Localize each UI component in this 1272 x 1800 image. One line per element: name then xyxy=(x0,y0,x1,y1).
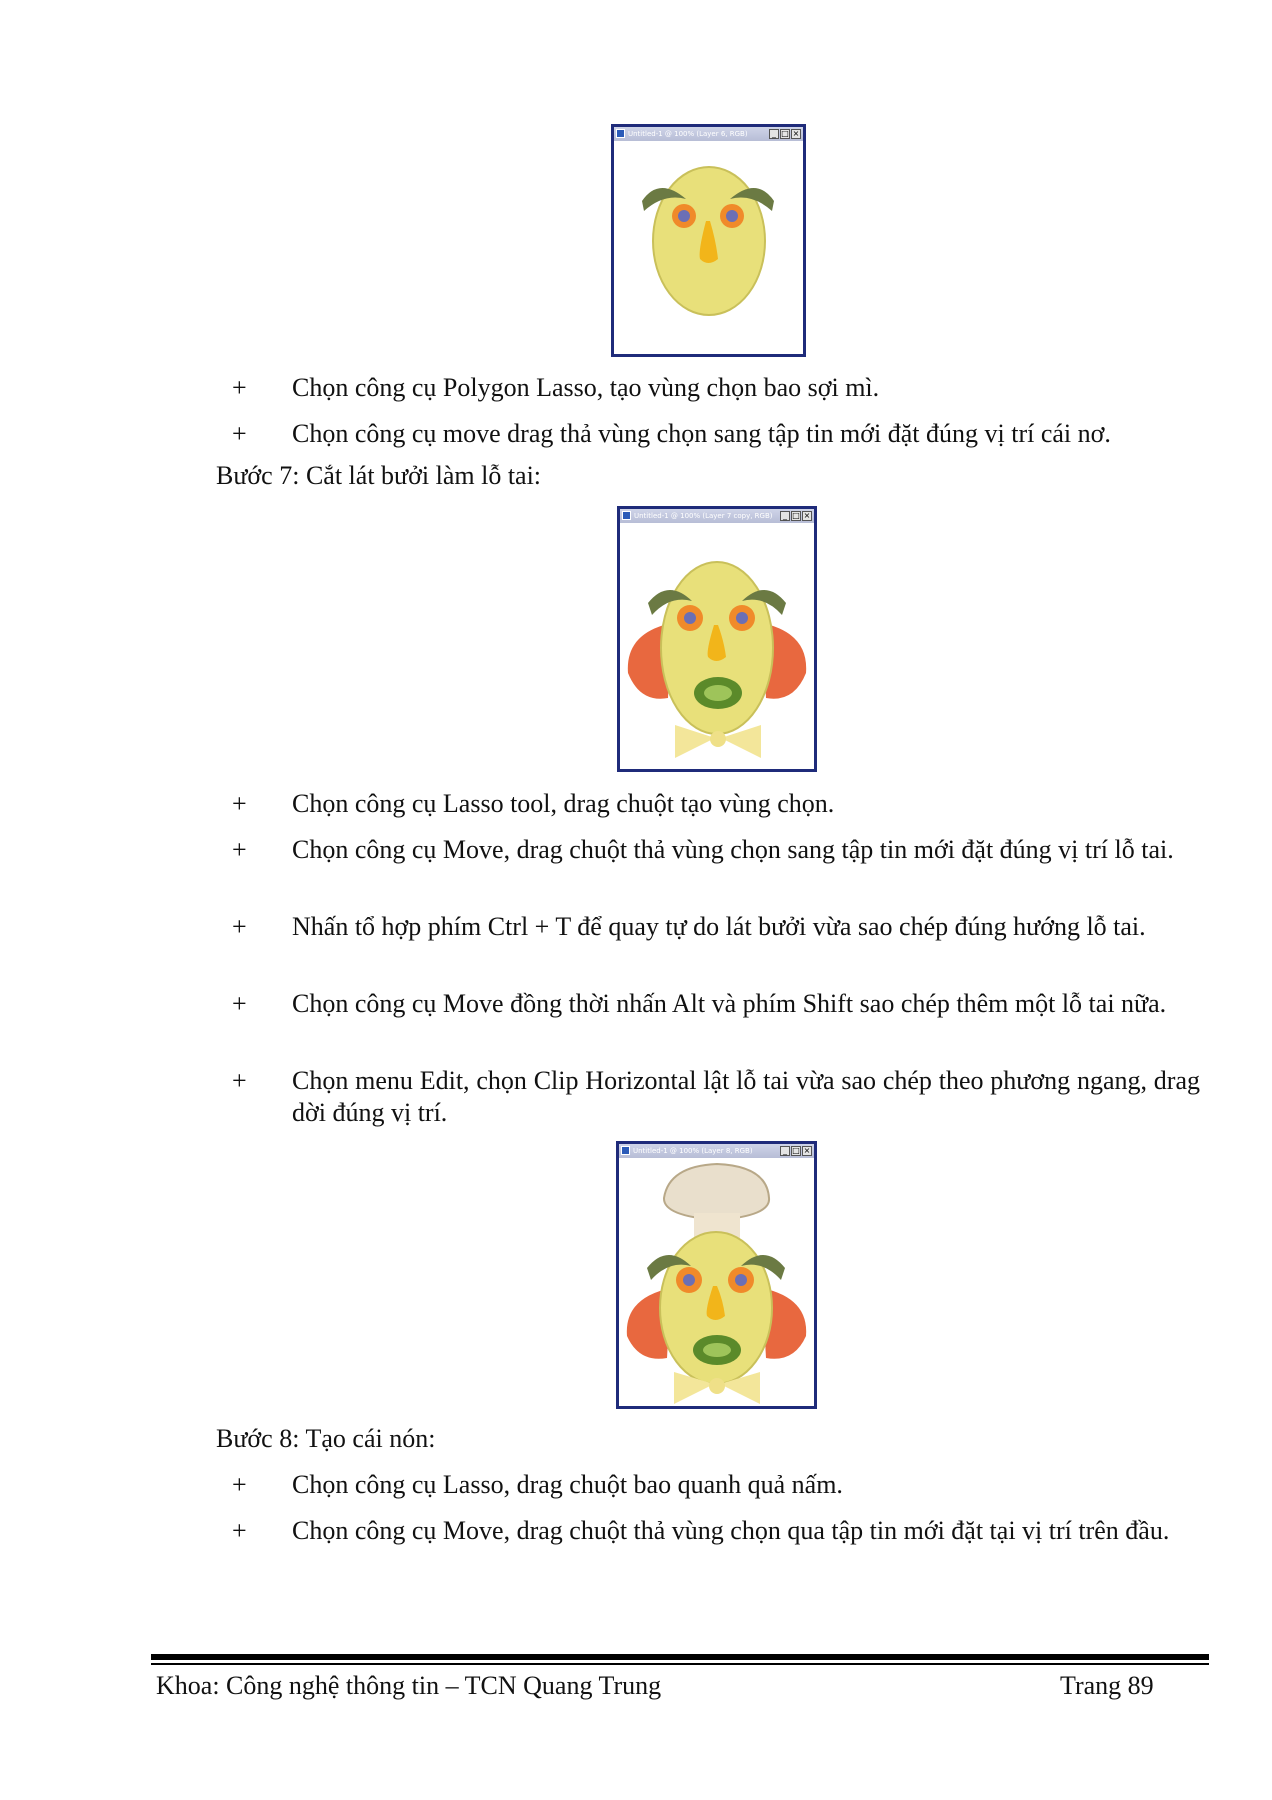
bullet-mark: + xyxy=(232,989,247,1018)
photoshop-icon xyxy=(622,511,631,520)
bullet-mark: + xyxy=(232,1066,247,1095)
window-controls xyxy=(769,129,801,139)
maximize-icon[interactable]: □ xyxy=(781,129,789,138)
close-icon[interactable]: × xyxy=(803,1146,811,1155)
bullet-mark: + xyxy=(232,373,247,402)
screenshot-face-step6 xyxy=(611,124,806,357)
footer-department: Khoa: Công nghệ thông tin – TCN Quang Trung xyxy=(156,1671,662,1700)
minimize-icon[interactable]: _ xyxy=(769,129,779,139)
face-illustration xyxy=(619,1158,814,1406)
maximize-icon[interactable]: □ xyxy=(792,1146,800,1155)
close-icon[interactable]: × xyxy=(803,511,811,520)
bullet-mark: + xyxy=(232,1516,247,1545)
bullet-mark: + xyxy=(232,419,247,448)
window-title: Untitled-1 @ 100% (Layer 6, RGB) xyxy=(614,127,803,141)
photoshop-icon xyxy=(621,1146,630,1155)
step-heading: Bước 7: Cắt lát bưởi làm lỗ tai: xyxy=(216,461,542,490)
window-controls xyxy=(780,1146,812,1156)
screenshot-face-step7 xyxy=(617,506,817,772)
screenshot-face-step8 xyxy=(616,1141,817,1409)
bullet-text: Chọn công cụ Polygon Lasso, tạo vùng chọn bao sợi mì. xyxy=(292,373,880,402)
bullet-mark: + xyxy=(232,789,247,818)
page-number: Trang 89 xyxy=(1060,1671,1154,1700)
bullet-text: Chọn công cụ Lasso, drag chuột bao quanh quả nấm. xyxy=(292,1470,843,1499)
bullet-text: Chọn công cụ Lasso tool, drag chuột tạo vùng chọn. xyxy=(292,789,835,818)
bullet-mark: + xyxy=(232,835,247,864)
window-title: Untitled-1 @ 100% (Layer 7 copy, RGB) xyxy=(620,509,814,523)
bullet-text: Chọn công cụ Move, drag chuột thả vùng chọn qua tập tin mới đặt tại vị trí trên đầu. xyxy=(292,1516,1170,1545)
minimize-icon[interactable]: _ xyxy=(780,1146,790,1156)
bullet-text: Chọn công cụ Move đồng thời nhấn Alt và phím Shift sao chép thêm một lỗ tai nữa. xyxy=(292,989,1167,1018)
window-title: Untitled-1 @ 100% (Layer 8, RGB) xyxy=(619,1144,814,1158)
minimize-icon[interactable]: _ xyxy=(780,511,790,521)
step-heading: Bước 8: Tạo cái nón: xyxy=(216,1424,436,1453)
window-controls xyxy=(780,511,812,521)
maximize-icon[interactable]: □ xyxy=(792,511,800,520)
close-icon[interactable]: × xyxy=(792,129,800,138)
bullet-mark: + xyxy=(232,912,247,941)
footer-divider-thin xyxy=(151,1663,1209,1665)
bullet-text: Nhấn tổ hợp phím Ctrl + T để quay tự do lát bưởi vừa sao chép đúng hướng lỗ tai. xyxy=(292,912,1146,941)
face-illustration xyxy=(614,141,803,354)
bullet-mark: + xyxy=(232,1470,247,1499)
photoshop-icon xyxy=(616,129,625,138)
bullet-text: Chọn công cụ Move, drag chuột thả vùng chọn sang tập tin mới đặt đúng vị trí lỗ tai. xyxy=(292,835,1174,864)
footer-divider xyxy=(151,1654,1209,1660)
bullet-text: Chọn công cụ move drag thả vùng chọn sang tập tin mới đặt đúng vị trí cái nơ. xyxy=(292,419,1111,448)
bullet-text: Chọn menu Edit, chọn Clip Horizontal lật lỗ tai vừa sao chép theo phương ngang, drag dời đúng vị trí. xyxy=(292,1066,1200,1127)
face-illustration xyxy=(620,523,814,769)
